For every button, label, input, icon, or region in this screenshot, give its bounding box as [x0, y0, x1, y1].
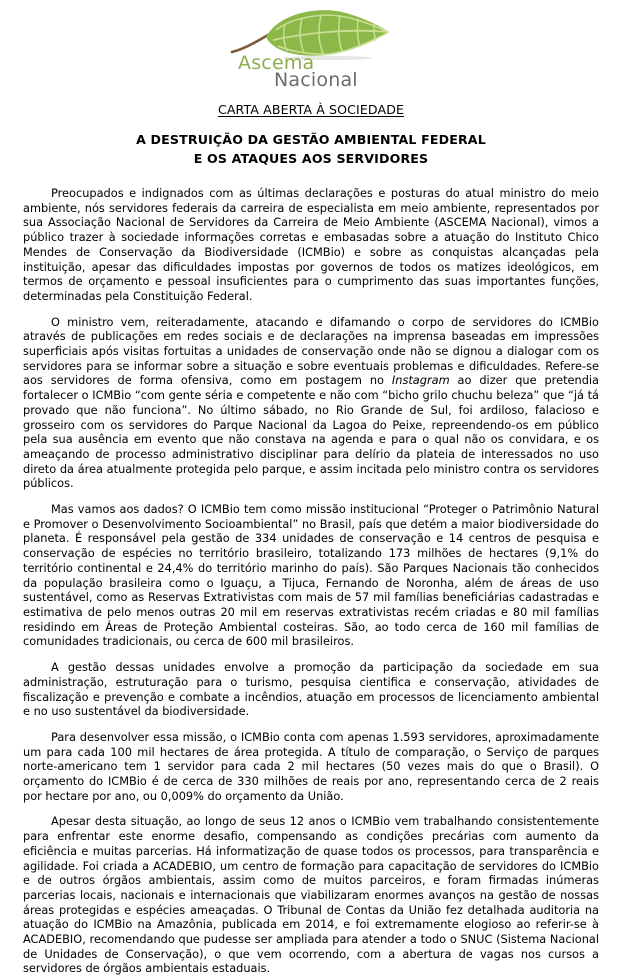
paragraph-5: Para desenvolver essa missão, o ICMBio conta com apenas 1.593 servidores, aproximadamente um para cada 100 mil hectares de área protegida. A título de comparação, o Serviço de parques norte-americano tem 1 servidor para cada 2 mil hectares (50 vezes mais do que o Brasil). O orçamento do ICMBio é de cerca de 330 milhões de reais por ano, representando cerca de 2 reais por hectare por ano, ou 0,009% do orçamento da União. — [23, 729, 599, 803]
paragraph-4: A gestão dessas unidades envolve a promoção da participação da sociedade em sua administração, estruturação para o turismo, pesquisa cientifica e conservação, atividades de fiscalização e prevenção e combate a incêndios, atuação em processos de licenciamento ambiental e no uso sustentável da biodiversidade. — [23, 660, 599, 719]
document-title-line-2: E OS ATAQUES AOS SERVIDORES — [193, 151, 429, 166]
paragraph-2-emphasis-instagram: Instagram — [391, 373, 450, 388]
paragraph-6: Apesar desta situação, ao longo de seus 12 anos o ICMBio vem trabalhando consistentemente para enfrentar este enorme desafio, compensando as condições precárias com aumento da eficiência e muitas parcerias. Há informatização de quase todos os processos, para transparência e agilidade. Foi criada a ACADEBIO, um centro de formação para capacitação de servidores do ICMBio e de outros órgãos ambientais, assim como de muitos parceiros, e foram firmadas inúmeras parcerias locais, nacionais e internacionais que viabilizaram enormes avanços na gestão de nossas áreas protegidas e espécies ameaçadas. O Tribunal de Contas da União fez detalhada auditoria na atuação do ICMBio na Amazônia, publicada em 2014, e foi extremamente elogioso ao referir-se à ACADEBIO, recomendando que pudesse ser ampliada para atender a todo o SNUC (Sistema Nacional de Unidades de Conservação), o que vem ocorrendo, com a abertura de vagas nos cursos a servidores de órgãos ambientais estaduais. — [23, 814, 599, 976]
paragraph-3: Mas vamos aos dados? O ICMBio tem como missão institucional “Proteger o Patrimônio Natural e Promover o Desenvolvimento Socioambiental” no Brasil, país que detém a maior biodiversidade do planeta. É responsável pela gestão de 334 unidades de conservação e 14 centros de pesquisa e conservação de espécies no território brasileiro, totalizando 173 milhões de hectares (9,1% do território continental e 24,4% do território marinho do país). São Parques Nacionais tão conhecidos da população brasileira como o Iguaçu, a Tijuca, Fernando de Noronha, além de áreas de uso sustentável, como as Reservas Extrativistas com mais de 57 mil famílias beneficiárias cadastradas e estimativa de pelo menos outras 20 mil em reservas extrativistas recém criadas e 80 mil famílias residindo em Áreas de Proteção Ambiental costeiras. São, ao todo cerca de 160 mil famílias de comunidades tradicionais, ou cerca de 600 mil brasileiros. — [23, 502, 599, 649]
logo-wordmark — [226, 52, 396, 94]
paragraph-2 — [23, 315, 599, 491]
document-body — [23, 186, 599, 976]
paragraph-2-part-a: O ministro vem, reiteradamente, atacando e difamando o corpo de servidores do ICMBio através de publicações em redes sociais e de declarações na imprensa baseadas em impressões superficiais após visitas fortuitas a unidades de conservação onde não se dignou a dialogar com os servidores para se informar sobre a situação e sobre eventuais problemas e dificuldades. Refere-se aos servidores de forma ofensiva, como em postagem no — [23, 314, 599, 388]
paragraph-2-part-b: ao dizer que pretendia fortalecer o ICMBio “com gente séria e competente e não com “bicho grilo chuchu beleza” que “já tá provado que não funciona”. No último sábado, no Rio Grande de Sul, foi ardiloso, falacioso e grosseiro com os servidores do Parque Nacional da Lagoa do Peixe, repreendendo-os em público pela sua ausência em evento que não constava na agenda e para o qual não os convidara, e os ameaçando de processo administrativo disciplinar para delírio da plateia de interessados no uso direto da área atualmente protegida pelo parque, e assim incitada pelo ministro contra os servidores públicos. — [23, 373, 599, 491]
logo-header — [0, 0, 622, 94]
logo-word-ascema: Ascema — [238, 52, 315, 74]
paragraph-1: Preocupados e indignados com as últimas declarações e posturas do atual ministro do meio ambiente, nós servidores federais da carreira de especialista em meio ambiente, representados por sua Associação Nacional de Servidores da Carreira de Meio Ambiente (ASCEMA Nacional), vimos a público trazer à sociedade informações corretas e embasadas sobre a atuação do Instituto Chico Mendes de Conservação da Biodiversidade (ICMBio) e sobre as conquistas alcançadas pela instituição, apesar das dificuldades impostas por governos de todos os matizes ideológicos, em termos de orçamento e pessoal insuficientes para o cumprimento das suas importantes funções, determinadas pela Constituição Federal. — [23, 186, 599, 303]
document-title-line-1: A DESTRUIÇÃO DA GESTÃO AMBIENTAL FEDERAL — [136, 132, 486, 147]
document-title — [0, 130, 622, 168]
leaf-stem — [232, 35, 268, 52]
ascema-logo — [226, 8, 396, 94]
document-heading — [0, 102, 622, 117]
logo-word-nacional: Nacional — [274, 69, 358, 91]
document-heading-text: CARTA ABERTA À SOCIEDADE — [217, 102, 405, 117]
